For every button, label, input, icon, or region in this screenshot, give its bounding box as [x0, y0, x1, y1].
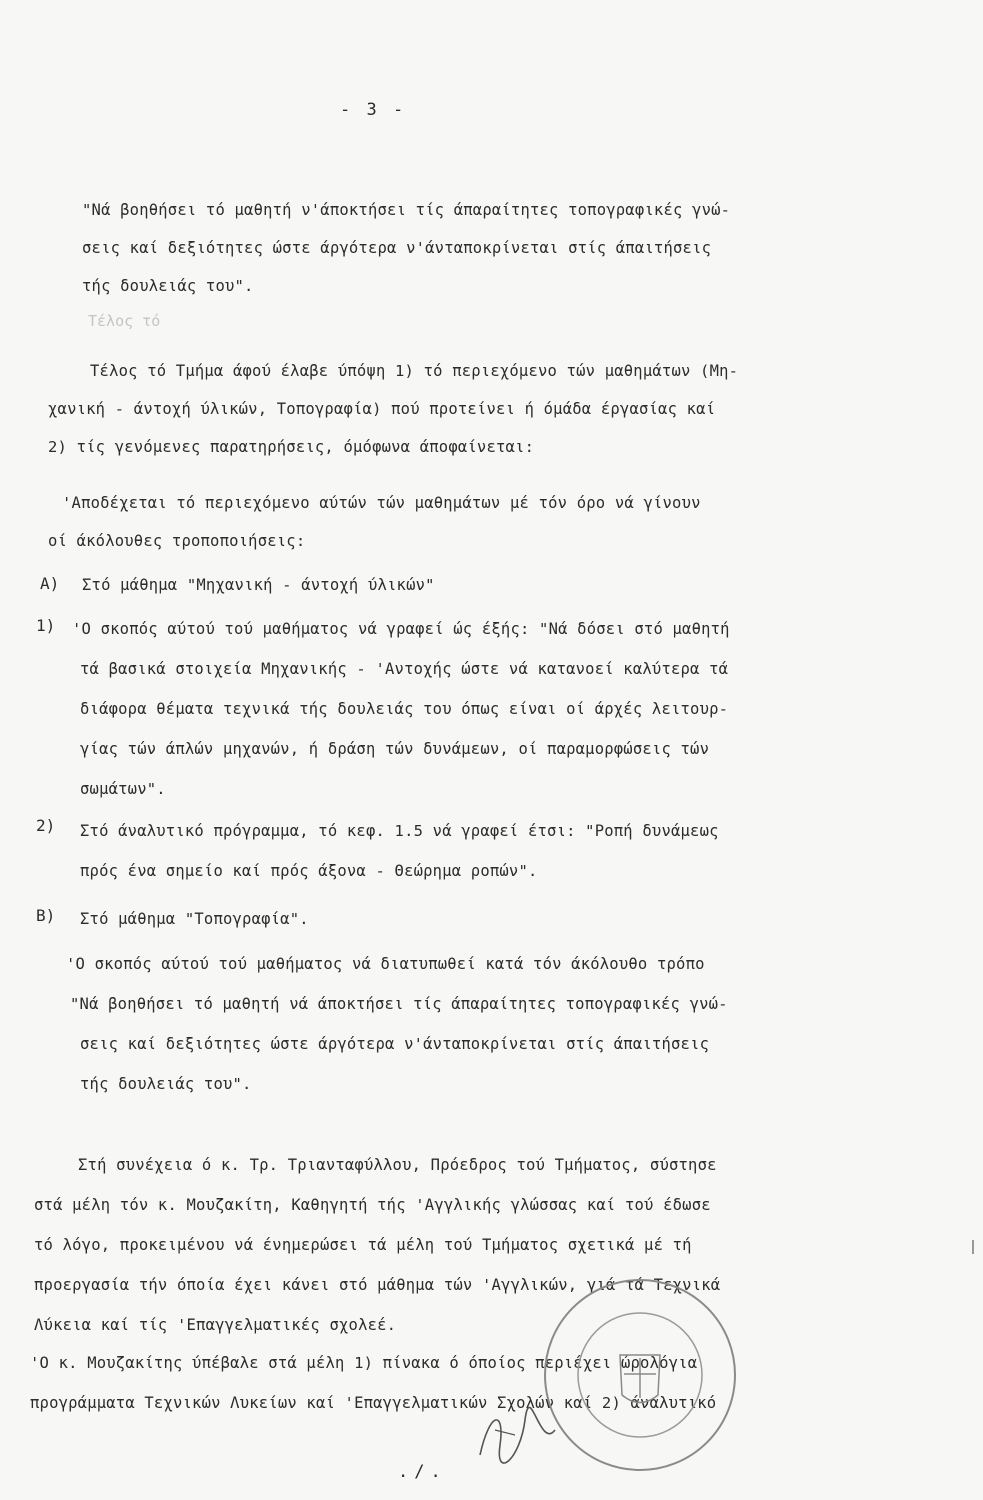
- text-line: "Νά βοηθήσει τό μαθητή νά άποκτήσει τίς άπαραίτητες τοπογραφικές γνώ-: [70, 995, 728, 1013]
- text-line: τό λόγο, προκειμένου νά ένημερώσει τά μέλη τού Τμήματος σχετικά μέ τή: [34, 1236, 692, 1254]
- section-marker-b: B): [36, 906, 56, 925]
- text-line: "Νά βοηθήσει τό μαθητή ν'άποκτήσει τίς άπαραίτητες τοπογραφικές γνώ-: [82, 201, 731, 219]
- text-line: 'Ο σκοπός αύτού τού μαθήματος νά διατυπωθεί κατά τόν άκόλουθο τρόπο: [66, 955, 705, 973]
- text-line: γίας τών άπλών μηχανών, ή δράση τών δυνάμεων, οί παραμορφώσεις τών: [80, 740, 710, 758]
- text-line: 2) τίς γενόμενες παρατηρήσεις, όμόφωνα άποφαίνεται:: [48, 438, 535, 456]
- text-line: 'Ο κ. Μουζακίτης ύπέβαλε στά μέλη 1) πίνακα ό όποίος περιέχει ώρολόγια: [30, 1354, 698, 1372]
- text-line: σωμάτων".: [80, 780, 166, 798]
- text-line: σεις καί δεξιότητες ώστε άργότερα ν'άνταποκρίνεται στίς άπαιτήσεις: [80, 1035, 710, 1053]
- text-line: στά μέλη τόν κ. Μουζακίτη, Καθηγητή τής 'Αγγλικής γλώσσας καί τού έδωσε: [34, 1196, 711, 1214]
- section-marker-a: A): [40, 574, 60, 593]
- text-line: Στό άναλυτικό πρόγραμμα, τό κεφ. 1.5 νά γραφεί έτσι: "Ροπή δυνάμεως: [80, 822, 719, 840]
- bleed-through-text: Τέλος τό: [88, 312, 161, 330]
- text-line: χανική - άντοχή ύλικών, Τοπογραφία) πού προτείνει ή όμάδα έργασίας καί: [48, 400, 716, 418]
- official-stamp: [540, 1270, 740, 1480]
- text-line: τής δουλειάς του".: [80, 1075, 252, 1093]
- page-number: - 3 -: [340, 100, 407, 120]
- text-line: 'Ο σκοπός αύτού τού μαθήματος νά γραφεί ώς έξής: "Νά δόσει στό μαθητή: [72, 620, 730, 638]
- text-line: σεις καί δεξιότητες ώστε άργότερα ν'άνταποκρίνεται στίς άπαιτήσεις: [82, 239, 712, 257]
- text-line: διάφορα θέματα τεχνικά τής δουλειάς του όπως είναι οί άρχές λειτουρ-: [80, 700, 729, 718]
- section-heading-a: Στό μάθημα "Μηχανική - άντοχή ύλικών": [82, 576, 435, 594]
- item-marker-2: 2): [36, 816, 56, 835]
- signature: [470, 1400, 560, 1470]
- text-line: τής δουλειάς του".: [82, 277, 254, 295]
- text-line: οί άκόλουθες τροποποιήσεις:: [48, 532, 306, 550]
- stamp-emblem: [620, 1355, 660, 1403]
- text-line: προγράμματα Τεχνικών Λυκείων καί 'Επαγγελματικών Σχολών καί 2) άναλυτικό: [30, 1394, 717, 1412]
- text-line: πρός ένα σημείο καί πρός άξονα - Θεώρημα ροπών".: [80, 862, 538, 880]
- text-line: Λύκεια καί τίς 'Επαγγελματικές σχολεέ.: [34, 1316, 397, 1334]
- text-line: 'Αποδέχεται τό περιεχόμενο αύτών τών μαθημάτων μέ τόν όρο νά γίνουν: [62, 494, 701, 512]
- text-line: Στή συνέχεια ό κ. Τρ. Τριανταφύλλου, Πρόεδρος τού Τμήματος, σύστησε: [78, 1156, 717, 1174]
- text-line: τά βασικά στοιχεία Μηχανικής - 'Αντοχής ώστε νά κατανοεί καλύτερα τά: [80, 660, 729, 678]
- text-line: Τέλος τό Τμήμα άφού έλαβε ύπόψη 1) τό περιεχόμενο τών μαθημάτων (Μη-: [90, 362, 739, 380]
- item-marker-1: 1): [36, 616, 56, 635]
- margin-mark: [972, 1240, 974, 1254]
- continuation-mark: ./.: [398, 1462, 447, 1482]
- text-line: προεργασία τήν όποία έχει κάνει στό μάθημα τών 'Αγγλικών, γιά τά Τεχνικά: [34, 1276, 721, 1294]
- section-heading-b: Στό μάθημα "Τοπογραφία".: [80, 910, 309, 928]
